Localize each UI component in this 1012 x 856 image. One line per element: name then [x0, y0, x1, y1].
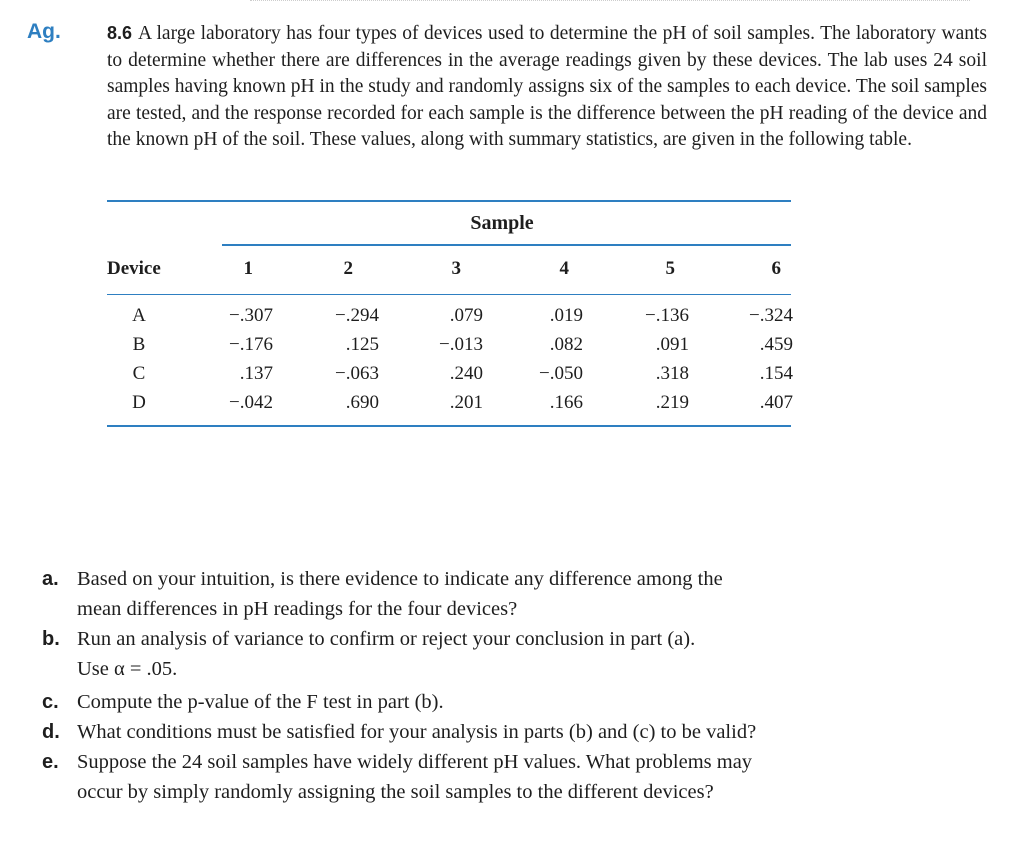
- problem-text: A large laboratory has four types of devices used to determine the pH of soil samples. The laboratory wants to determine whether there are differences in the average readings given by these devices. The lab uses 24 soil samples having known pH in the study and randomly assigns six of the samples to each device. The soil samples are tested, and the response recorded for each sample is the difference between the pH reading of the device and the known pH of the soil. These values, along with summary statistics, are given in the following table.: [107, 23, 987, 150]
- device-label: B: [132, 334, 146, 355]
- data-table: [107, 200, 791, 428]
- problem-number: 8.6: [107, 23, 133, 43]
- table-cell: .318: [655, 363, 689, 384]
- table-cell: .459: [759, 334, 793, 355]
- table-cell: −.042: [229, 392, 273, 413]
- table-cell: .137: [239, 363, 273, 384]
- device-label: C: [132, 363, 146, 384]
- table-cell: .154: [759, 363, 793, 384]
- table-cell: −.136: [645, 305, 689, 326]
- table-cell: .079: [449, 305, 483, 326]
- column-header: 2: [343, 258, 353, 279]
- table-cell: .201: [449, 392, 483, 413]
- table-cell: −.307: [229, 305, 273, 326]
- sample-group-header: Sample: [470, 212, 534, 234]
- table-cell: −.176: [229, 334, 273, 355]
- column-header: 4: [559, 258, 569, 279]
- table-cell: −.013: [439, 334, 483, 355]
- question-letter: e.: [42, 751, 59, 773]
- column-header: 6: [771, 258, 781, 279]
- question-a: [42, 564, 972, 624]
- question-line: Run an analysis of variance to confirm or reject your conclusion in part (a).: [77, 628, 696, 650]
- table-cell: .407: [759, 392, 793, 413]
- device-label: D: [132, 392, 146, 413]
- question-d: [42, 717, 972, 747]
- table-bottom-rule: [107, 425, 791, 427]
- table-header-rule: [107, 294, 791, 295]
- question-letter: b.: [42, 628, 60, 650]
- device-label: A: [132, 305, 146, 326]
- table-cell: .091: [655, 334, 689, 355]
- cropped-previous-text: [250, 0, 970, 7]
- question-line: occur by simply randomly assigning the soil samples to the different devices?: [77, 781, 714, 803]
- table-cell: −.294: [335, 305, 379, 326]
- question-line: Use α = .05.: [77, 658, 178, 680]
- table-cell: −.050: [539, 363, 583, 384]
- question-list: [42, 564, 972, 807]
- table-cell: .125: [345, 334, 379, 355]
- device-column-header: Device: [107, 258, 161, 279]
- question-letter: d.: [42, 721, 60, 743]
- column-header: 1: [243, 258, 253, 279]
- column-header: 3: [451, 258, 461, 279]
- table-cell: .082: [549, 334, 583, 355]
- question-line: What conditions must be satisfied for your analysis in parts (b) and (c) to be valid?: [77, 721, 757, 743]
- table-cell: .240: [449, 363, 483, 384]
- table-cell: −.063: [335, 363, 379, 384]
- section-tag: Ag.: [27, 20, 61, 43]
- table-cell: .166: [549, 392, 583, 413]
- question-line: mean differences in pH readings for the four devices?: [77, 598, 518, 620]
- table-cell: .019: [549, 305, 583, 326]
- question-c: [42, 687, 972, 717]
- sample-header-rule: [222, 244, 791, 246]
- question-line: Suppose the 24 soil samples have widely different pH values. What problems may: [77, 751, 753, 773]
- table-cell: .219: [655, 392, 689, 413]
- problem-statement: [107, 20, 987, 154]
- question-e: [42, 747, 972, 807]
- question-line: Based on your intuition, is there evidence to indicate any difference among the: [77, 568, 723, 590]
- column-header: 5: [665, 258, 675, 279]
- table-top-rule: [107, 200, 791, 202]
- question-letter: c.: [42, 691, 59, 713]
- question-letter: a.: [42, 568, 59, 590]
- table-cell: .690: [345, 392, 379, 413]
- question-b: [42, 624, 972, 684]
- table-cell: −.324: [749, 305, 793, 326]
- question-line: Compute the p-value of the F test in part (b).: [77, 691, 444, 713]
